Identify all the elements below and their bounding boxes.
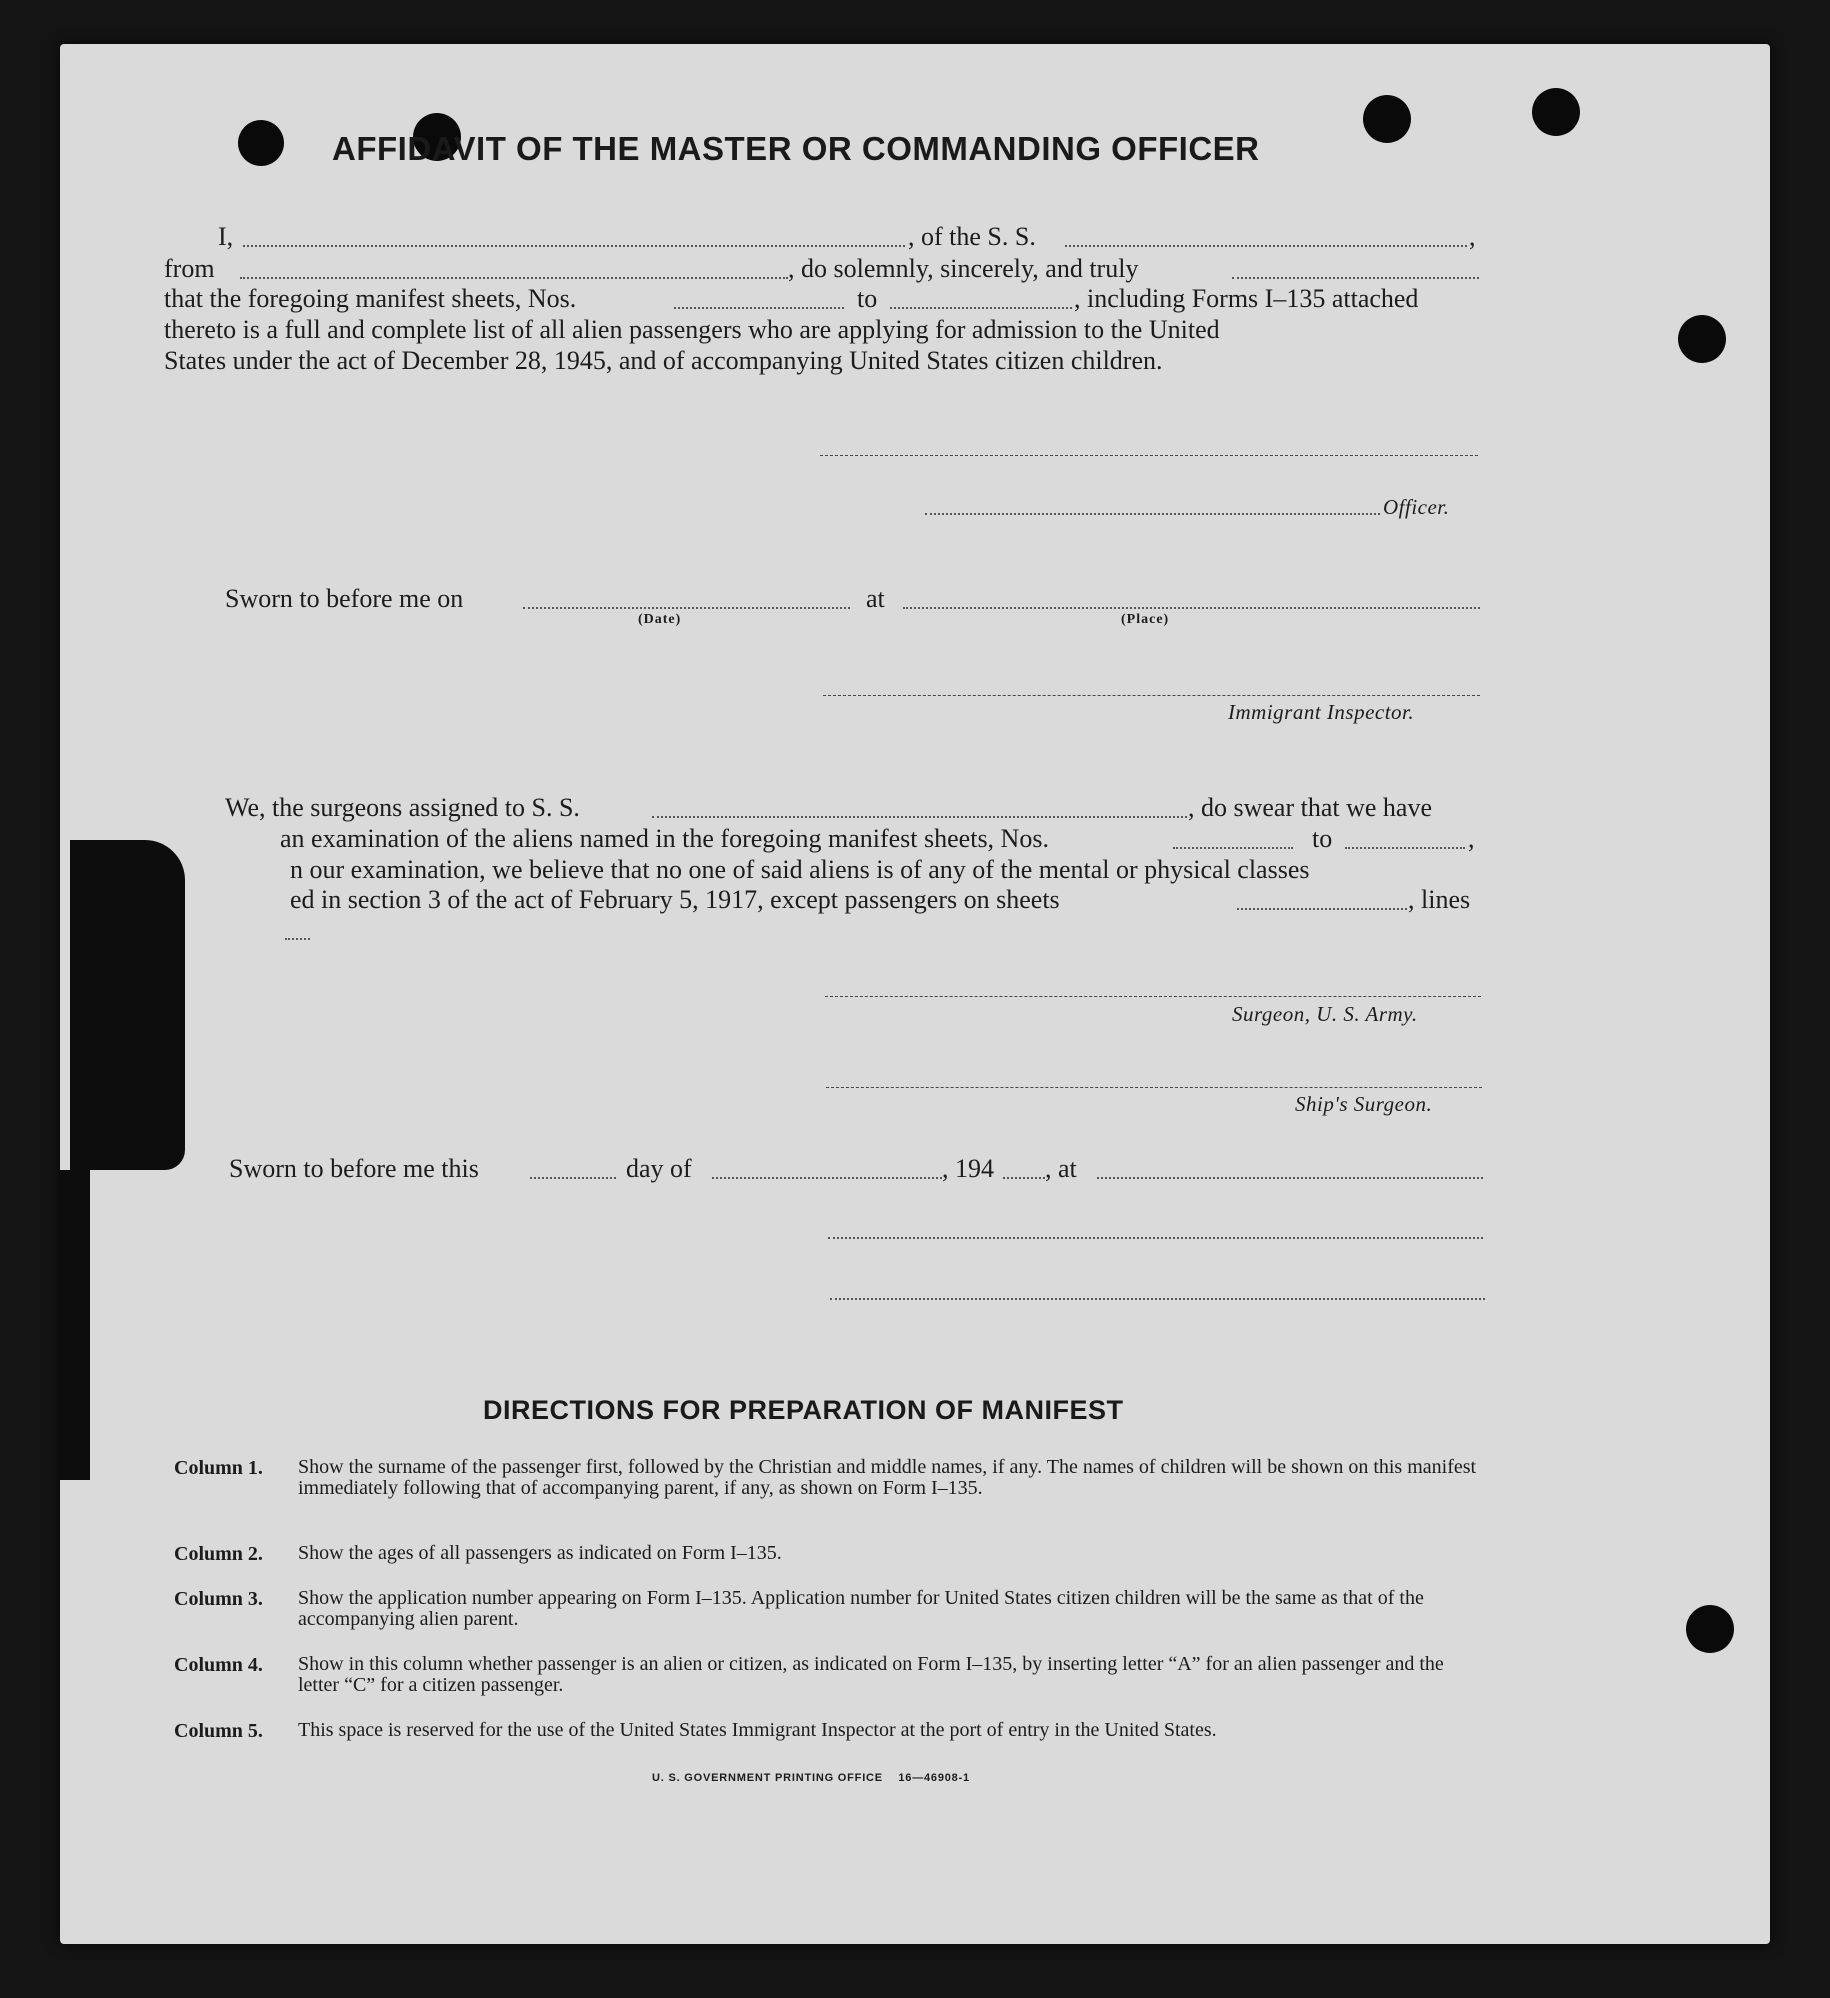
- surgeons-line1: We, the surgeons assigned to S. S.: [225, 793, 580, 822]
- lines-label: , lines: [1408, 885, 1471, 914]
- sheets-field[interactable]: [1237, 908, 1407, 910]
- lines-field[interactable]: [285, 938, 310, 940]
- affidavit-ss-label: , of the S. S.: [908, 222, 1036, 251]
- punch-hole: [1363, 95, 1411, 143]
- date-caption: (Date): [638, 612, 682, 627]
- place-caption: (Place): [1121, 612, 1170, 627]
- sheet-to-field[interactable]: [890, 307, 1072, 309]
- punch-hole: [1532, 88, 1580, 136]
- directions-title: DIRECTIONS FOR PREPARATION OF MANIFEST: [483, 1395, 1124, 1425]
- ship-surgeon-label: Ship's Surgeon.: [1295, 1092, 1433, 1116]
- direction-column-label: Column 1.: [174, 1457, 263, 1479]
- army-surgeon-label: Surgeon, U. S. Army.: [1232, 1002, 1418, 1026]
- punch-hole: [1686, 1605, 1734, 1653]
- sworn-this-label: Sworn to before me this: [229, 1154, 479, 1183]
- inspector-label: Immigrant Inspector.: [1228, 700, 1415, 724]
- officer-signature-line[interactable]: [820, 455, 1478, 456]
- sheet-from-field[interactable]: [674, 307, 844, 309]
- surgeons-line4: ed in section 3 of the act of February 5, 1917, except passengers on sheets: [290, 885, 1060, 914]
- surgeons-to: to: [1312, 824, 1333, 853]
- including-forms-text: , including Forms I–135 attached: [1074, 284, 1419, 313]
- to-label: to: [857, 284, 878, 313]
- direction-column-label: Column 2.: [174, 1543, 263, 1565]
- ship-surgeon-signature-line[interactable]: [826, 1087, 1482, 1088]
- witness-line-1[interactable]: [828, 1237, 1483, 1239]
- manifest-nos-text: that the foregoing manifest sheets, Nos.: [164, 284, 577, 313]
- comma: ,: [1469, 222, 1476, 251]
- master-name-field[interactable]: [243, 245, 905, 247]
- surgeon-sheet-from-field[interactable]: [1173, 847, 1293, 849]
- surgeon-sheet-to-field[interactable]: [1345, 847, 1465, 849]
- inspector-signature-line[interactable]: [823, 695, 1480, 696]
- torn-edge: [60, 1170, 90, 1480]
- sworn-day-field[interactable]: [530, 1177, 616, 1179]
- direction-column-label: Column 4.: [174, 1654, 263, 1676]
- direction-column-text: Show the surname of the passenger first, followed by the Christian and middle names, if any. The names of children will be shown on this manifest immediately following that of accompanying parent, if any, as shown on Form I–135.: [298, 1456, 1477, 1499]
- direction-column-text: Show the application number appearing on Form I–135. Application number for United States citizen children will be the same as that of the accompanying alien parent.: [298, 1587, 1424, 1630]
- direction-column-text: This space is reserved for the use of the United States Immigrant Inspector at the port of entry in the United States.: [298, 1719, 1217, 1741]
- sworn-date-field[interactable]: [523, 607, 850, 609]
- from-port-field[interactable]: [240, 277, 788, 279]
- affidavit-title: AFFIDAVIT OF THE MASTER OR COMMANDING OFFICER: [332, 130, 1260, 167]
- army-surgeon-signature-line[interactable]: [825, 996, 1481, 997]
- sworn-place-field[interactable]: [903, 607, 1480, 609]
- sworn-year-field[interactable]: [1003, 1177, 1045, 1179]
- day-of-label: day of: [626, 1154, 692, 1183]
- punch-hole: [238, 120, 284, 166]
- surgeons-line3: n our examination, we believe that no one of said aliens is of any of the mental or physical classes: [290, 855, 1310, 884]
- affidavit-line4: thereto is a full and complete list of all alien passengers who are applying for admission to the United: [164, 315, 1220, 344]
- comma: ,: [1468, 824, 1475, 853]
- ship-name-field[interactable]: [1065, 245, 1467, 247]
- officer-label: Officer.: [1383, 495, 1450, 519]
- printing-office-footer: U. S. GOVERNMENT PRINTING OFFICE 16—46908-1: [652, 1772, 970, 1784]
- torn-edge: [70, 840, 185, 1170]
- from-label: from: [164, 254, 215, 283]
- surgeons-swear: , do swear that we have: [1188, 793, 1433, 822]
- direction-column-label: Column 3.: [174, 1588, 263, 1610]
- solemnly-text: , do solemnly, sincerely, and truly: [788, 254, 1139, 283]
- direction-column-label: Column 5.: [174, 1720, 263, 1742]
- direction-column-text: Show in this column whether passenger is an alien or citizen, as indicated on Form I–135, by inserting letter “A” for an alien passenger and the letter “C” for a citizen passenger.: [298, 1653, 1444, 1696]
- sworn-at-label: at: [866, 584, 885, 613]
- sworn-on-label: Sworn to before me on: [225, 584, 464, 613]
- sworn-month-field[interactable]: [712, 1177, 942, 1179]
- declaration-field[interactable]: [1232, 277, 1479, 279]
- at-label: , at: [1045, 1154, 1077, 1183]
- officer-title-field[interactable]: [925, 513, 1380, 515]
- direction-column-text: Show the ages of all passengers as indicated on Form I–135.: [298, 1542, 782, 1564]
- surgeons-line2: an examination of the aliens named in the foregoing manifest sheets, Nos.: [280, 824, 1049, 853]
- sworn-location-field[interactable]: [1097, 1177, 1483, 1179]
- year-label: , 194: [942, 1154, 994, 1183]
- witness-line-2[interactable]: [830, 1298, 1485, 1300]
- affidavit-i-label: I,: [218, 222, 234, 251]
- affidavit-line5: States under the act of December 28, 1945, and of accompanying United States citizen children.: [164, 346, 1163, 375]
- punch-hole: [1678, 315, 1726, 363]
- surgeon-ship-field[interactable]: [652, 816, 1187, 818]
